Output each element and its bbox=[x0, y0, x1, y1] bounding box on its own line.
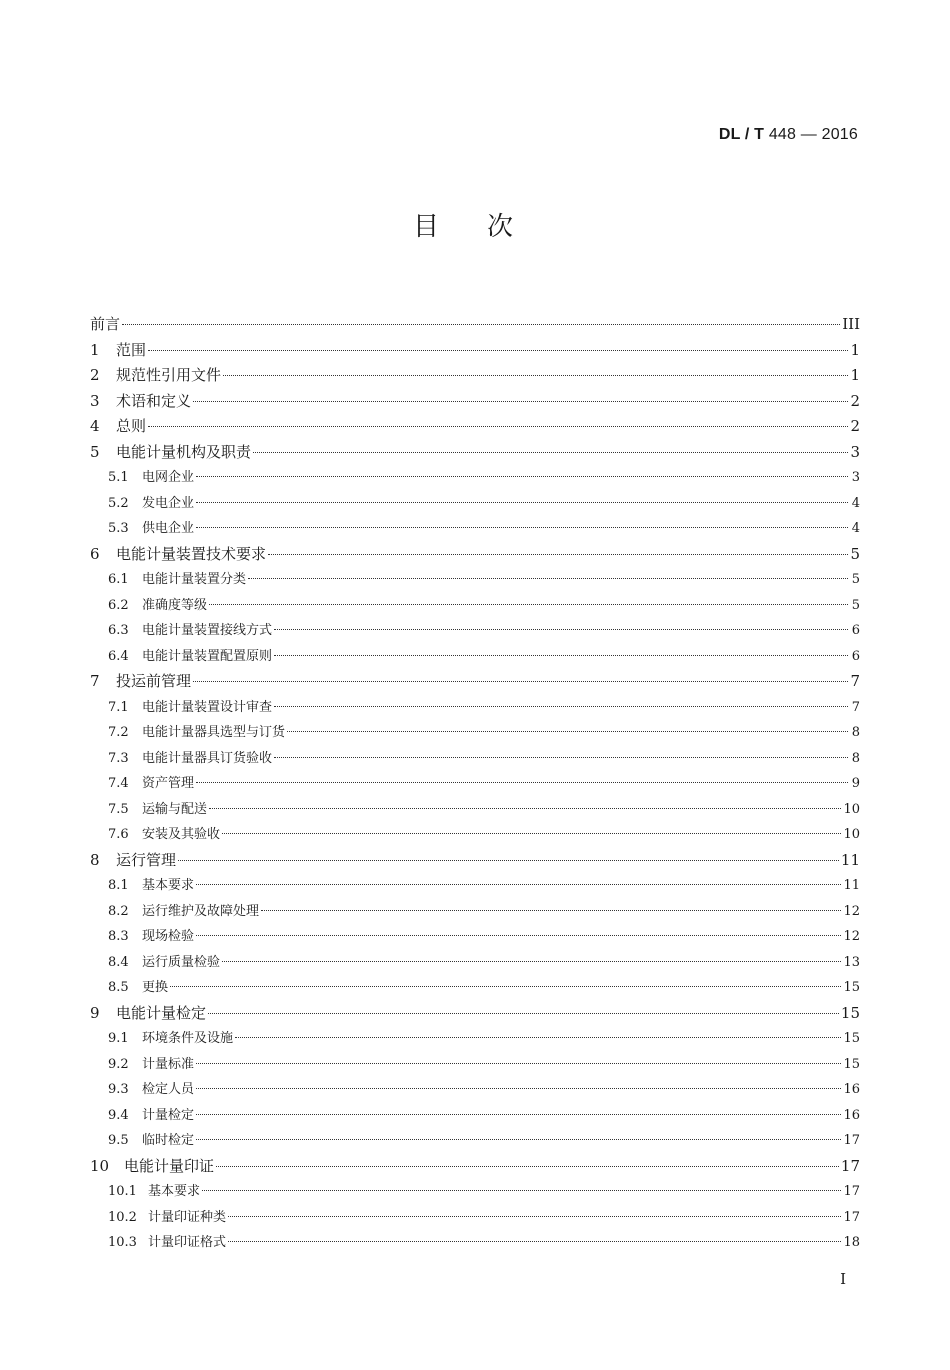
toc-entry-label: 更换 bbox=[142, 980, 169, 995]
table-of-contents bbox=[90, 312, 860, 1256]
toc-entry-page: 16 bbox=[843, 1082, 860, 1097]
toc-entry-page: 15 bbox=[840, 1003, 860, 1022]
toc-entry[interactable] bbox=[90, 1052, 860, 1078]
toc-entry-page: 4 bbox=[851, 495, 860, 511]
toc-entry-number: 6.3 bbox=[108, 623, 129, 638]
toc-entry-page: 11 bbox=[840, 850, 860, 869]
toc-dot-leader bbox=[196, 1063, 841, 1064]
toc-entry-page: 6 bbox=[851, 648, 860, 664]
toc-entry-number: 9.4 bbox=[108, 1107, 129, 1123]
toc-dot-leader bbox=[196, 1088, 841, 1089]
toc-entry-page: 17 bbox=[843, 1133, 860, 1148]
toc-entry-number: 3 bbox=[90, 391, 100, 410]
toc-entry-label: 计量印证种类 bbox=[148, 1209, 227, 1225]
toc-entry-number: 9.3 bbox=[108, 1082, 129, 1097]
toc-entry-label: 现场检验 bbox=[142, 929, 195, 944]
toc-entry[interactable] bbox=[90, 1205, 860, 1231]
toc-dot-leader bbox=[122, 324, 840, 325]
toc-entry-label: 投运前管理 bbox=[116, 672, 192, 690]
toc-entry[interactable] bbox=[90, 465, 860, 491]
toc-entry-page: 1 bbox=[850, 366, 860, 384]
toc-entry-page: 16 bbox=[843, 1107, 860, 1123]
toc-entry-label: 环境条件及设施 bbox=[142, 1031, 234, 1046]
toc-entry[interactable] bbox=[90, 746, 860, 772]
toc-entry-label: 安装及其验收 bbox=[142, 827, 221, 842]
toc-dot-leader bbox=[193, 401, 848, 402]
document-code bbox=[719, 126, 858, 144]
toc-entry-number: 10.3 bbox=[108, 1235, 137, 1250]
toc-entry-page: 5 bbox=[851, 597, 860, 613]
toc-entry-label: 术语和定义 bbox=[116, 391, 192, 410]
toc-entry-label: 临时检定 bbox=[142, 1133, 195, 1148]
toc-entry-page: 10 bbox=[843, 827, 860, 842]
toc-entry-number: 8 bbox=[90, 850, 100, 869]
toc-entry[interactable] bbox=[90, 1179, 860, 1205]
toc-entry-label: 电能计量器具选型与订货 bbox=[142, 725, 286, 740]
toc-dot-leader bbox=[148, 426, 848, 427]
toc-entry-number: 5.2 bbox=[108, 495, 129, 511]
toc-entry[interactable] bbox=[90, 1230, 860, 1256]
toc-entry-label: 范围 bbox=[116, 340, 147, 359]
toc-dot-leader bbox=[148, 350, 848, 351]
toc-dot-leader bbox=[261, 910, 841, 911]
toc-dot-leader bbox=[196, 935, 841, 936]
toc-entry[interactable] bbox=[90, 312, 860, 338]
document-code-prefix: DL / T bbox=[718, 126, 765, 143]
toc-entry-number: 7.4 bbox=[108, 776, 129, 791]
toc-entry-number: 9 bbox=[90, 1003, 100, 1022]
toc-entry-label: 前言 bbox=[90, 315, 121, 333]
toc-entry-label: 资产管理 bbox=[142, 776, 195, 791]
toc-entry[interactable] bbox=[90, 720, 860, 746]
toc-entry-label: 电能计量装置技术要求 bbox=[116, 544, 267, 563]
toc-entry-label: 电能计量装置配置原则 bbox=[142, 648, 273, 664]
toc-entry-number: 7 bbox=[90, 672, 100, 690]
toc-dot-leader bbox=[222, 833, 841, 834]
toc-entry-page: 8 bbox=[851, 725, 860, 740]
toc-entry[interactable] bbox=[90, 797, 860, 823]
toc-entry[interactable] bbox=[90, 950, 860, 976]
toc-entry[interactable] bbox=[90, 695, 860, 721]
toc-entry[interactable] bbox=[90, 618, 860, 644]
toc-entry-number: 1 bbox=[90, 340, 100, 359]
toc-dot-leader bbox=[209, 808, 841, 809]
toc-entry-page: 6 bbox=[851, 623, 860, 638]
toc-dot-leader bbox=[222, 961, 841, 962]
toc-entry-page: 10 bbox=[843, 801, 860, 817]
toc-entry-number: 7.5 bbox=[108, 801, 129, 817]
toc-entry[interactable] bbox=[90, 363, 860, 389]
toc-entry-number: 5.1 bbox=[108, 470, 129, 485]
toc-entry-number: 7.1 bbox=[108, 699, 129, 715]
toc-entry-label: 电能计量机构及职责 bbox=[116, 442, 252, 461]
toc-entry-label: 电能计量器具订货验收 bbox=[142, 750, 273, 766]
toc-entry-page: 9 bbox=[851, 776, 860, 791]
toc-entry-number: 9.1 bbox=[108, 1031, 129, 1046]
toc-dot-leader bbox=[196, 476, 848, 477]
toc-entry-number: 7.6 bbox=[108, 827, 129, 842]
toc-dot-leader bbox=[208, 1013, 839, 1014]
toc-dot-leader bbox=[209, 604, 848, 605]
toc-entry-number: 5.3 bbox=[108, 521, 129, 536]
toc-entry[interactable] bbox=[90, 389, 860, 415]
toc-entry[interactable] bbox=[90, 593, 860, 619]
toc-entry-number: 10.2 bbox=[108, 1209, 137, 1225]
toc-entry-page: 3 bbox=[851, 470, 860, 485]
toc-entry[interactable] bbox=[90, 1103, 860, 1129]
toc-entry-page: 15 bbox=[843, 1056, 860, 1072]
toc-entry[interactable] bbox=[90, 1001, 860, 1027]
toc-entry-label: 基本要求 bbox=[148, 1184, 201, 1199]
toc-entry-page: 2 bbox=[850, 417, 860, 435]
toc-entry-number: 9.2 bbox=[108, 1056, 129, 1072]
toc-entry-label: 运输与配送 bbox=[142, 801, 208, 817]
toc-entry-number: 7.3 bbox=[108, 750, 129, 766]
toc-entry[interactable] bbox=[90, 1128, 860, 1154]
toc-entry-label: 电能计量装置分类 bbox=[142, 572, 247, 587]
toc-entry-label: 总则 bbox=[116, 417, 147, 435]
toc-entry-number: 6 bbox=[90, 544, 100, 563]
toc-entry-page: 1 bbox=[850, 340, 860, 359]
toc-entry-label: 准确度等级 bbox=[142, 597, 208, 613]
toc-entry-page: 2 bbox=[850, 391, 860, 410]
toc-dot-leader bbox=[223, 375, 848, 376]
toc-entry-page: 12 bbox=[843, 903, 860, 919]
toc-entry-number: 7.2 bbox=[108, 725, 129, 740]
toc-entry[interactable] bbox=[90, 899, 860, 925]
toc-entry-label: 基本要求 bbox=[142, 878, 195, 893]
toc-entry[interactable] bbox=[90, 1077, 860, 1103]
toc-entry-label: 运行质量检验 bbox=[142, 954, 221, 970]
toc-entry[interactable] bbox=[90, 567, 860, 593]
toc-entry-label: 计量印证格式 bbox=[148, 1235, 227, 1250]
page-number: I bbox=[840, 1270, 846, 1288]
toc-entry[interactable] bbox=[90, 644, 860, 670]
toc-dot-leader bbox=[228, 1241, 841, 1242]
toc-dot-leader bbox=[274, 629, 848, 630]
toc-dot-leader bbox=[196, 527, 848, 528]
toc-entry-page: 12 bbox=[843, 929, 860, 944]
toc-entry-number: 8.5 bbox=[108, 980, 129, 995]
toc-entry-page: 5 bbox=[850, 544, 860, 563]
toc-dot-leader bbox=[248, 578, 848, 579]
toc-entry-page: 8 bbox=[851, 750, 860, 766]
toc-entry-label: 电能计量装置设计审查 bbox=[142, 699, 273, 715]
toc-dot-leader bbox=[170, 986, 841, 987]
toc-entry-page: 17 bbox=[843, 1209, 860, 1225]
toc-entry-page: 17 bbox=[840, 1156, 860, 1175]
toc-entry-label: 运行管理 bbox=[116, 850, 177, 869]
toc-dot-leader bbox=[287, 731, 848, 732]
toc-entry-label: 电能计量检定 bbox=[116, 1003, 207, 1022]
toc-entry-number: 6.4 bbox=[108, 648, 129, 664]
toc-dot-leader bbox=[196, 1114, 841, 1115]
toc-dot-leader bbox=[274, 706, 848, 707]
document-code-number: 448 — 2016 bbox=[764, 126, 858, 143]
toc-entry-number: 2 bbox=[90, 366, 100, 384]
toc-entry-page: III bbox=[842, 315, 860, 333]
toc-entry-label: 供电企业 bbox=[142, 521, 195, 536]
toc-entry-number: 9.5 bbox=[108, 1133, 129, 1148]
toc-entry-page: 18 bbox=[843, 1235, 860, 1250]
toc-entry[interactable] bbox=[90, 338, 860, 364]
toc-entry-label: 电网企业 bbox=[142, 470, 195, 485]
toc-dot-leader bbox=[178, 860, 839, 861]
toc-entry[interactable] bbox=[90, 669, 860, 695]
toc-entry-page: 15 bbox=[843, 980, 860, 995]
toc-entry-page: 7 bbox=[851, 699, 860, 715]
toc-entry-page: 5 bbox=[851, 572, 860, 587]
toc-dot-leader bbox=[228, 1216, 841, 1217]
toc-dot-leader bbox=[253, 452, 848, 453]
toc-entry-label: 运行维护及故障处理 bbox=[142, 903, 260, 919]
toc-dot-leader bbox=[268, 554, 848, 555]
toc-entry-number: 5 bbox=[90, 442, 100, 461]
toc-entry-number: 4 bbox=[90, 417, 100, 435]
toc-dot-leader bbox=[193, 681, 848, 682]
toc-entry[interactable] bbox=[90, 873, 860, 899]
toc-entry-number: 8.2 bbox=[108, 903, 129, 919]
toc-entry[interactable] bbox=[90, 975, 860, 1001]
toc-entry-label: 计量标准 bbox=[142, 1056, 195, 1072]
toc-dot-leader bbox=[216, 1166, 839, 1167]
toc-entry[interactable] bbox=[90, 516, 860, 542]
toc-dot-leader bbox=[235, 1037, 841, 1038]
toc-entry-label: 电能计量装置接线方式 bbox=[142, 623, 273, 638]
toc-entry[interactable] bbox=[90, 414, 860, 440]
toc-entry[interactable] bbox=[90, 924, 860, 950]
toc-dot-leader bbox=[196, 1139, 841, 1140]
toc-entry-page: 13 bbox=[843, 954, 860, 970]
toc-entry[interactable] bbox=[90, 822, 860, 848]
toc-dot-leader bbox=[202, 1190, 841, 1191]
toc-entry-label: 规范性引用文件 bbox=[116, 366, 222, 384]
toc-dot-leader bbox=[196, 884, 841, 885]
toc-entry-label: 检定人员 bbox=[142, 1082, 195, 1097]
toc-entry[interactable] bbox=[90, 440, 860, 466]
toc-entry-number: 8.3 bbox=[108, 929, 129, 944]
toc-entry-number: 8.4 bbox=[108, 954, 129, 970]
page-title: 目次 bbox=[412, 212, 561, 242]
toc-dot-leader bbox=[274, 757, 848, 758]
toc-entry[interactable] bbox=[90, 848, 860, 874]
toc-entry-page: 4 bbox=[851, 521, 860, 536]
toc-entry[interactable] bbox=[90, 771, 860, 797]
toc-entry[interactable] bbox=[90, 542, 860, 568]
toc-entry-page: 15 bbox=[843, 1031, 860, 1046]
toc-entry-page: 7 bbox=[850, 672, 860, 690]
toc-entry-number: 10.1 bbox=[108, 1184, 137, 1199]
toc-entry[interactable] bbox=[90, 1154, 860, 1180]
toc-entry-number: 8.1 bbox=[108, 878, 129, 893]
toc-entry-page: 17 bbox=[843, 1184, 860, 1199]
toc-entry-number: 6.2 bbox=[108, 597, 129, 613]
toc-entry-page: 3 bbox=[850, 442, 860, 461]
toc-entry[interactable] bbox=[90, 1026, 860, 1052]
toc-entry-label: 计量检定 bbox=[142, 1107, 195, 1123]
toc-dot-leader bbox=[196, 502, 848, 503]
toc-entry-label: 发电企业 bbox=[142, 495, 195, 511]
toc-entry-number: 10 bbox=[90, 1156, 110, 1175]
toc-entry-number: 6.1 bbox=[108, 572, 129, 587]
toc-dot-leader bbox=[274, 655, 848, 656]
toc-entry-label: 电能计量印证 bbox=[124, 1156, 215, 1175]
toc-entry-page: 11 bbox=[843, 878, 860, 893]
toc-dot-leader bbox=[196, 782, 848, 783]
toc-entry[interactable] bbox=[90, 491, 860, 517]
